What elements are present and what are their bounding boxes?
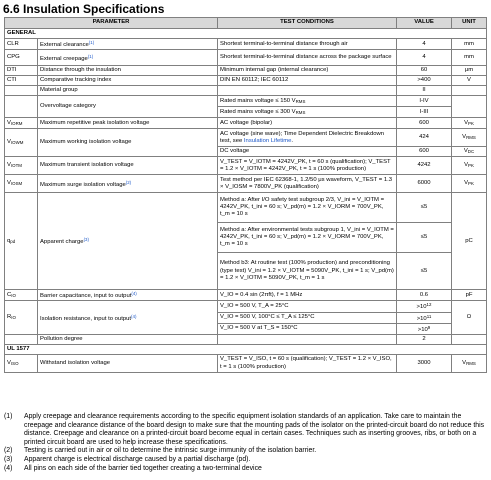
value: $>10^{12}$ bbox=[397, 301, 452, 312]
table-row bbox=[5, 335, 487, 345]
symbol: $V_{IOSM}$ bbox=[5, 175, 38, 193]
symbol: $R_{IO}$ bbox=[5, 301, 38, 335]
parameter: External clearance$^{(1)}$ bbox=[38, 39, 218, 50]
condition bbox=[218, 335, 397, 345]
footnote: (2) Testing is carried out in air or oil to determine the intrinsic surge immunity of the isolation barrier. bbox=[4, 447, 317, 455]
footnote: (4) All pins on each side of the barrier tied together creating a two-terminal device bbox=[4, 464, 262, 472]
parameter: Overvoltage category bbox=[38, 96, 218, 118]
condition: V_IO = 0.4 sin (2πft), f = 1 MHz bbox=[218, 290, 397, 301]
section-title: 6.6 Insulation Specifications bbox=[3, 2, 165, 16]
footnote: (1) Apply creepage and clearance requirements according to the specific equipment isolation standards of an application. Take care to maintain the creepage and clearance distance of the board design to make sure that the mounting pads of the isolator on the printed-circuit board do not reduce this distance. Creepage and clearance on a printed-circuit board become equal in certain cases. Techniques such as inserting grooves, ribs, or both on a printed circuit board are used to help increase these specifications. bbox=[4, 413, 485, 446]
table-row bbox=[5, 193, 487, 223]
condition: V_TEST = V_ISO, t = 60 s (qualification); V_TEST = 1.2 × V_ISO, t = 1 s (100% production) bbox=[218, 355, 397, 373]
value: >400 bbox=[397, 76, 452, 86]
unit bbox=[452, 335, 487, 345]
condition: V_IO = 500 V, 100°C ≤ T_A ≤ 125°C bbox=[218, 312, 397, 323]
unit: $V_{PK}$ bbox=[452, 175, 487, 193]
unit bbox=[452, 86, 487, 96]
header-test-conditions: TEST CONDITIONS bbox=[218, 18, 397, 29]
parameter: Maximum repetitive peak isolation voltage bbox=[38, 118, 218, 129]
symbol: CPG bbox=[5, 50, 38, 66]
parameter: Material group bbox=[38, 86, 218, 96]
symbol: $V_{IOWM}$ bbox=[5, 129, 38, 157]
table-row bbox=[5, 301, 487, 312]
parameter: Maximum transient isolation voltage bbox=[38, 157, 218, 175]
table-row bbox=[5, 118, 487, 129]
value: 4242 bbox=[397, 157, 452, 175]
value: 0.6 bbox=[397, 290, 452, 301]
value: I-III bbox=[397, 107, 452, 118]
symbol: CTI bbox=[5, 76, 38, 86]
value: ≤5 bbox=[397, 253, 452, 290]
insulation-lifetime-link[interactable]: Insulation Lifetime bbox=[243, 137, 292, 144]
symbol: $V_{ISO}$ bbox=[5, 355, 38, 373]
unit bbox=[452, 96, 487, 118]
condition bbox=[218, 86, 397, 96]
value: 2 bbox=[397, 335, 452, 345]
unit: $V_{RMS}$ bbox=[452, 129, 487, 147]
table-row bbox=[5, 290, 487, 301]
parameter: Withstand isolation voltage bbox=[38, 355, 218, 373]
unit: pC bbox=[452, 193, 487, 290]
parameter: Barrier capacitance, input to output$^{(4)}$ bbox=[38, 290, 218, 301]
parameter: Distance through the insulation bbox=[38, 66, 218, 76]
section-ul1577: UL 1577 bbox=[5, 345, 487, 355]
table-row bbox=[5, 157, 487, 175]
table-row bbox=[5, 86, 487, 96]
parameter: Maximum working isolation voltage bbox=[38, 129, 218, 157]
table-row bbox=[5, 129, 487, 147]
table-header bbox=[5, 18, 487, 29]
value: 4 bbox=[397, 50, 452, 66]
parameter: External creepage$^{(1)}$ bbox=[38, 50, 218, 66]
unit: $V_{PK}$ bbox=[452, 118, 487, 129]
footnote-link[interactable]: (4) bbox=[131, 313, 137, 319]
insulation-spec-table bbox=[4, 17, 487, 373]
condition: DIN EN 60112; IEC 60112 bbox=[218, 76, 397, 86]
header-value: VALUE bbox=[397, 18, 452, 29]
symbol bbox=[5, 96, 38, 118]
section-general: GENERAL bbox=[5, 29, 487, 39]
condition: V_IO = 500 V at T_S = 150°C bbox=[218, 323, 397, 334]
value: 3000 bbox=[397, 355, 452, 373]
condition: AC voltage (sine wave); Time Dependent Dielectric Breakdown test, see Insulation Lifetime. bbox=[218, 129, 397, 147]
parameter: Pollution degree bbox=[38, 335, 218, 345]
footnote-link[interactable]: (2) bbox=[125, 179, 132, 185]
footnote-link[interactable]: (1) bbox=[87, 53, 94, 59]
section-row bbox=[5, 345, 487, 355]
symbol bbox=[5, 86, 38, 96]
value: ≤5 bbox=[397, 223, 452, 253]
value: II bbox=[397, 86, 452, 96]
condition: AC voltage (bipolar) bbox=[218, 118, 397, 129]
table-row bbox=[5, 66, 487, 76]
condition: Method a: After I/O safety test subgroup 2/3, V_ini = V_IOTM = 4242V_PK, t_ini = 60 s; V_pd(m) = 1.2 × V_IORM = 700V_PK, t_m = 10 s bbox=[218, 193, 397, 223]
value: $>10^9$ bbox=[397, 323, 452, 334]
value: 60 bbox=[397, 66, 452, 76]
unit: Ω bbox=[452, 301, 487, 335]
header-parameter: PARAMETER bbox=[5, 18, 218, 29]
symbol: $C_{IO}$ bbox=[5, 290, 38, 301]
header-unit: UNIT bbox=[452, 18, 487, 29]
footnote-link[interactable]: (4) bbox=[131, 291, 137, 297]
value: 600 bbox=[397, 147, 452, 157]
footnote-link[interactable]: (3) bbox=[83, 237, 89, 243]
unit: V bbox=[452, 76, 487, 86]
value: I-IV bbox=[397, 96, 452, 107]
parameter: Apparent charge$^{(3)}$ bbox=[38, 193, 218, 290]
parameter: Maximum surge isolation voltage$^{(2)}$ bbox=[38, 175, 218, 193]
value: 424 bbox=[397, 129, 452, 147]
value: 6000 bbox=[397, 175, 452, 193]
condition: Rated mains voltage ≤ 300 $V_{RMS}$ bbox=[218, 107, 397, 118]
symbol: $V_{IOTM}$ bbox=[5, 157, 38, 175]
value: ≤5 bbox=[397, 193, 452, 223]
condition: V_TEST = V_IOTM = 4242V_PK, t = 60 s (qualification); V_TEST = 1.2 × V_IOTM = 4242V_PK, t = 1 s (100% production) bbox=[218, 157, 397, 175]
footnote: (3) Apparent charge is electrical discharge caused by a partial discharge (pd). bbox=[4, 455, 251, 463]
value: 4 bbox=[397, 39, 452, 50]
unit: pF bbox=[452, 290, 487, 301]
condition: Test method per IEC 62368-1, 1.2/50 μs waveform, V_TEST = 1.3 × V_IOSM = 7800V_PK (qualification) bbox=[218, 175, 397, 193]
condition: Method a: After environmental tests subgroup 1, V_ini = V_IOTM = 4242V_PK, t_ini = 60 s; V_pd(m) = 1.2 × V_IORM = 700V_PK, t_m = 10 s bbox=[218, 223, 397, 253]
symbol: CLR bbox=[5, 39, 38, 50]
footnote-link[interactable]: (1) bbox=[88, 40, 95, 45]
condition: Shortest terminal-to-terminal distance through air bbox=[218, 39, 397, 50]
table-row bbox=[5, 96, 487, 107]
unit: mm bbox=[452, 50, 487, 66]
parameter: Comparative tracking index bbox=[38, 76, 218, 86]
symbol: DTI bbox=[5, 66, 38, 76]
condition: DC voltage bbox=[218, 147, 397, 157]
unit: $V_{DC}$ bbox=[452, 147, 487, 157]
footnotes bbox=[4, 413, 488, 473]
condition: V_IO = 500 V, T_A = 25°C bbox=[218, 301, 397, 312]
condition: Minimum internal gap (internal clearance) bbox=[218, 66, 397, 76]
value: $>10^{11}$ bbox=[397, 312, 452, 323]
condition: Rated mains voltage ≤ 150 $V_{RMS}$ bbox=[218, 96, 397, 107]
table-row bbox=[5, 50, 487, 66]
unit: $V_{PK}$ bbox=[452, 157, 487, 175]
condition: Shortest terminal-to-terminal distance across the package surface bbox=[218, 50, 397, 66]
unit: mm bbox=[452, 39, 487, 50]
symbol: $V_{IORM}$ bbox=[5, 118, 38, 129]
table-row bbox=[5, 76, 487, 86]
condition: Method b3: At routine test (100% production) and preconditioning (type test) V_ini = 1.2 × V_IOTM = 5090V_PK, t_ini = 1 s; V_pd(m) = 1.2 × V_IOTM = 5090V_PK, t_m = 1 s bbox=[218, 253, 397, 290]
symbol: $q_{pd}$ bbox=[5, 193, 38, 290]
unit: $V_{RMS}$ bbox=[452, 355, 487, 373]
table-row bbox=[5, 175, 487, 193]
parameter: Isolation resistance, input to output$^{(4)}$ bbox=[38, 301, 218, 335]
table-row bbox=[5, 355, 487, 373]
section-row bbox=[5, 29, 487, 39]
unit: μm bbox=[452, 66, 487, 76]
table-row bbox=[5, 39, 487, 50]
symbol bbox=[5, 335, 38, 345]
value: 600 bbox=[397, 118, 452, 129]
